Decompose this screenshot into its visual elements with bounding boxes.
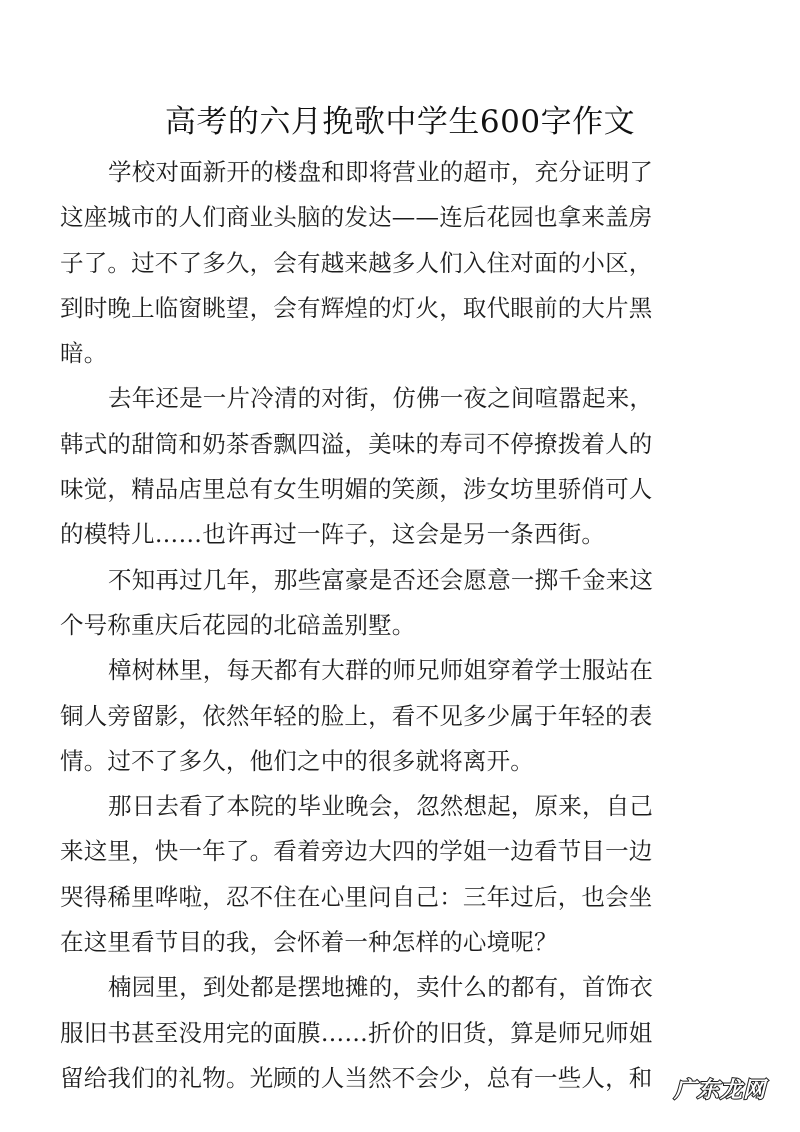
text-line: 子了。过不了多久，会有越来越多人们入住对面的小区， [60,248,653,277]
text-line: 不知再过几年，那些富豪是否还会愿意一掷千金来这 [108,565,654,594]
text-line: 在这里看节目的我，会怀着一种怎样的心境呢？ [60,928,558,957]
text-line: 去年还是一片冷清的对街，仿佛一夜之间喧嚣起来， [108,384,654,413]
text-line: 那日去看了本院的毕业晚会，忽然想起，原来，自己 [108,792,654,821]
text-line: 来这里，快一年了。看着旁边大四的学姐一边看节目一边 [60,837,653,866]
document-title: 高考的六月挽歌中学生600字作文 [164,104,636,140]
paragraph [60,558,660,649]
text-line: 韩式的甜筒和奶茶香飘四溢，美味的寿司不停撩拨着人的 [60,429,653,458]
text-line: 味觉，精品店里总有女生明媚的笑颜，涉女坊里骄俏可人 [60,475,653,504]
text-line: 的模特儿……也许再过一阵子，这会是另一条西街。 [60,520,606,549]
text-line: 服旧书甚至没用完的面膜……折价的旧货，算是师兄师姐 [60,1018,653,1047]
site-watermark-logo: 广东龙网 [673,1078,766,1103]
document-body [60,150,660,1101]
paragraph [60,150,660,376]
text-line: 这座城市的人们商业头脑的发达——连后花园也拿来盖房 [60,203,653,232]
text-line: 个号称重庆后花园的北碚盖别墅。 [60,610,416,639]
paragraph [60,784,660,965]
text-line: 哭得稀里哗啦，忍不住在心里问自己：三年过后，也会坐 [60,882,653,911]
text-line: 暗。 [60,339,108,368]
paragraph [60,648,660,784]
text-line: 铜人旁留影，依然年轻的脸上，看不见多少属于年轻的表 [60,701,653,730]
text-line: 情。过不了多久，他们之中的很多就将离开。 [60,746,534,775]
text-line: 楠园里，到处都是摆地摊的，卖什么的都有，首饰衣 [108,973,654,1002]
paragraph [60,965,660,1101]
text-line: 樟树林里，每天都有大群的师兄师姐穿着学士服站在 [108,656,654,685]
text-line: 到时晚上临窗眺望，会有辉煌的灯火，取代眼前的大片黑 [60,293,653,322]
text-line: 学校对面新开的楼盘和即将营业的超市，充分证明了 [108,158,654,186]
paragraph [60,376,660,557]
text-line: 留给我们的礼物。光顾的人当然不会少，总有一些人，和 [60,1063,653,1092]
